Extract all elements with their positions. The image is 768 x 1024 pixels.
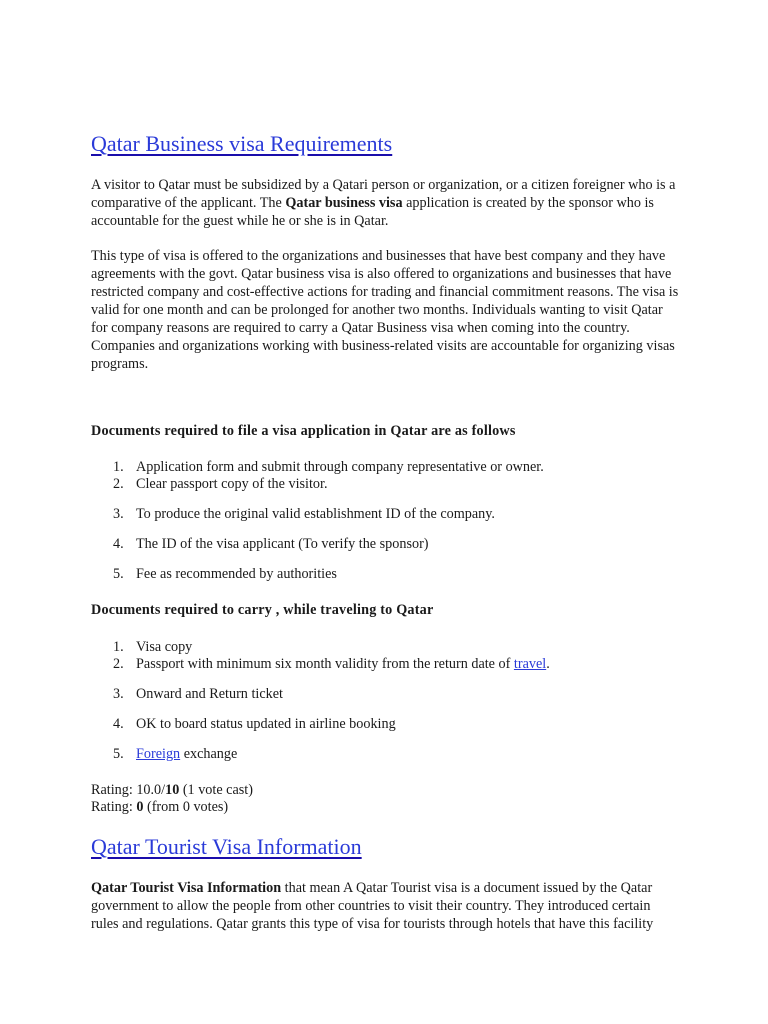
rating-line-2: Rating: 0 (from 0 votes) xyxy=(91,799,229,815)
list-item: 2. Clear passport copy of the visitor. xyxy=(113,476,328,492)
intro-bold-term: Qatar business visa xyxy=(285,195,403,211)
list-item: 4. OK to board status updated in airline booking xyxy=(113,716,396,732)
docs-file-heading: Documents required to file a visa application in Qatar are as follows xyxy=(91,423,516,439)
list-item: 3. Onward and Return ticket xyxy=(113,686,283,702)
travel-link[interactable]: travel xyxy=(513,656,547,672)
business-visa-intro-paragraph xyxy=(91,176,681,230)
intro-text-start: A visitor to Qatar must be subsidized by a Qatari person or organization, or a citizen foreigner who is a comparative of the applicant. The xyxy=(91,177,676,211)
section-title-business-visa[interactable] xyxy=(91,131,392,157)
business-visa-title-link[interactable]: Qatar Business visa Requirements xyxy=(91,131,393,156)
list-item: 4. The ID of the visa applicant (To verify the sponsor) xyxy=(113,536,429,552)
list-item: 3. To produce the original valid establishment ID of the company. xyxy=(113,506,495,522)
tourist-visa-paragraph: Qatar Tourist Visa Information that mean A Qatar Tourist visa is a document issued by the Qatar government to allow the people from other countries to visit their country. They introduced certain rules and regulations. Qatar grants this type of visa for tourists through hotels that have this facility xyxy=(91,880,654,932)
foreign-link[interactable]: Foreign xyxy=(136,746,181,762)
list-item: 1. Application form and submit through company representative or owner. xyxy=(113,459,544,475)
intro-text-end: application is created by the sponsor who is accountable for the guest while he or she is in Qatar. xyxy=(91,195,654,229)
section-title-tourist-visa[interactable] xyxy=(91,834,362,860)
business-visa-details-paragraph: This type of visa is offered to the organizations and businesses that have best company and they have agreements with the govt. Qatar business visa is also offered to organizations and businesses that have restricted company and cost-effective actions for trading and financial commitment reasons. The visa is valid for one month and can be prolonged for another two months. Individuals wanting to visit Qatar for company reasons are required to carry a Qatar Business visa when coming into the country. Companies and organizations working with business-related visits are accountable for organizing visas programs. xyxy=(91,248,679,372)
tourist-visa-title-link[interactable]: Qatar Tourist Visa Information xyxy=(91,834,362,859)
list-item: 2. Passport with minimum six month validity from the return date of travel. xyxy=(113,656,550,672)
tourist-bold-term: Qatar Tourist Visa Information xyxy=(91,880,282,896)
list-item: 5. Foreign exchange xyxy=(113,746,238,762)
docs-carry-heading: Documents required to carry , while traveling to Qatar xyxy=(91,602,434,618)
rating-line-1: Rating: 10.0/10 (1 vote cast) xyxy=(91,782,253,798)
list-item: 5. Fee as recommended by authorities xyxy=(113,566,337,582)
list-item: 1. Visa copy xyxy=(113,639,193,655)
